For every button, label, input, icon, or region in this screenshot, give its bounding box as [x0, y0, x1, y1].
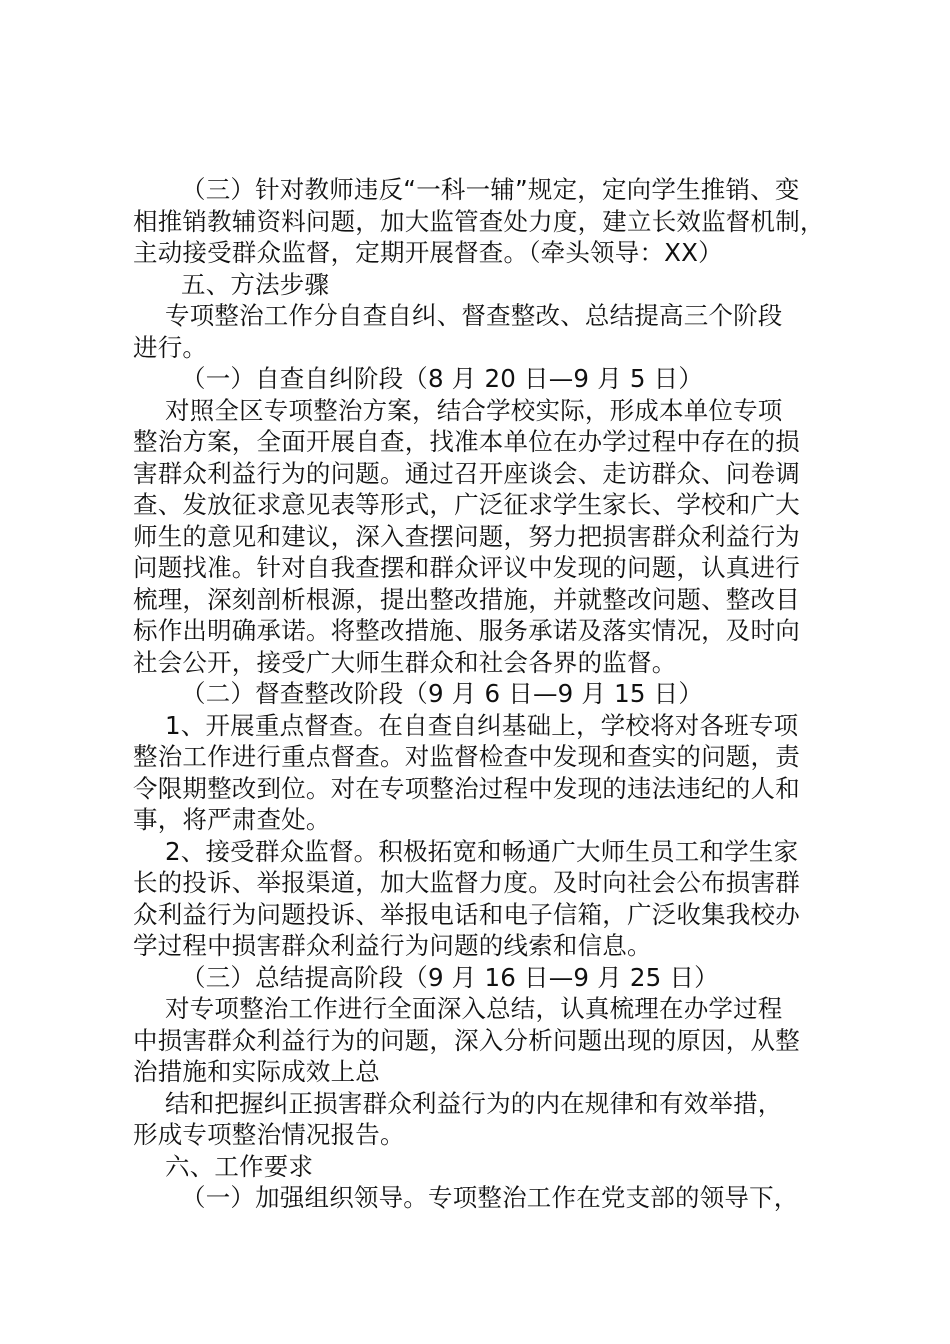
paragraph-line: 查、发放征求意见表等形式，广泛征求学生家长、学校和广大	[133, 490, 800, 519]
paragraph-line: 相推销教辅资料问题，加大监管查处力度，建立长效监督机制，	[133, 206, 825, 236]
subsection-heading: （二）督查整改阶段（9 月 6 日—9 月 15 日）	[181, 679, 704, 708]
paragraph-line: 对专项整治工作进行全面深入总结，认真梳理在办学过程	[165, 994, 783, 1023]
paragraph-line: 长的投诉、举报渠道，加大监督力度。及时向社会公布损害群	[133, 868, 800, 897]
paragraph-line: 师生的意见和建议，深入查摆问题，努力把损害群众利益行为	[133, 521, 800, 551]
paragraph-line: 治措施和实际成效上总	[133, 1057, 380, 1086]
paragraph-line: 中损害群众利益行为的问题，深入分析问题出现的原因，从整	[133, 1025, 800, 1055]
document-body	[133, 174, 833, 1214]
paragraph-line: 对照全区专项整治方案，结合学校实际，形成本单位专项	[165, 395, 783, 425]
subsection-heading: （一）加强组织领导。专项整治工作在党支部的领导下，	[181, 1183, 799, 1212]
paragraph-line: （三）针对教师违反“一科一辅”规定，定向学生推销、变	[181, 175, 800, 204]
paragraph-line: 2、接受群众监督。积极拓宽和畅通广大师生员工和学生家	[165, 836, 799, 866]
paragraph-line: 标作出明确承诺。将整改措施、服务承诺及落实情况，及时向	[133, 616, 800, 645]
section-heading: 六、工作要求	[165, 1151, 314, 1181]
paragraph-line: 学过程中损害群众利益行为问题的线索和信息。	[133, 931, 652, 960]
paragraph-line: 社会公开，接受广大师生群众和社会各界的监督。	[133, 647, 677, 677]
subsection-heading: （一）自查自纠阶段（8 月 20 日—9 月 5 日）	[181, 364, 704, 393]
paragraph-line: 令限期整改到位。对在专项整治过程中发现的违法违纪的人和	[133, 773, 800, 803]
paragraph-line: 结和把握纠正损害群众利益行为的内在规律和有效举措，	[165, 1088, 783, 1118]
section-heading: 五、方法步骤	[181, 269, 330, 299]
paragraph-line: 进行。	[133, 332, 208, 362]
paragraph-line: 问题找准。针对自我查摆和群众评议中发现的问题，认真进行	[133, 553, 800, 582]
paragraph-line: 事，将严肃查处。	[133, 805, 331, 834]
subsection-heading: （三）总结提高阶段（9 月 16 日—9 月 25 日）	[181, 962, 719, 992]
paragraph-line: 1、开展重点督查。在自查自纠基础上，学校将对各班专项	[165, 710, 799, 740]
paragraph-line: 害群众利益行为的问题。通过召开座谈会、走访群众、问卷调	[133, 458, 800, 488]
paragraph-line: 主动接受群众监督，定期开展督查。（牵头领导：XX）	[133, 238, 723, 267]
paragraph-line: 众利益行为问题投诉、举报电话和电子信箱，广泛收集我校办	[133, 899, 800, 929]
paragraph-line: 整治方案，全面开展自查，找准本单位在办学过程中存在的损	[133, 427, 800, 456]
paragraph-line: 梳理，深刻剖析根源，提出整改措施，并就整改问题、整改目	[133, 584, 800, 614]
paragraph-line: 形成专项整治情况报告。	[133, 1120, 405, 1149]
paragraph-line: 专项整治工作分自查自纠、督查整改、总结提高三个阶段	[165, 301, 783, 330]
paragraph-line: 整治工作进行重点督查。对监督检查中发现和查实的问题，责	[133, 742, 800, 771]
